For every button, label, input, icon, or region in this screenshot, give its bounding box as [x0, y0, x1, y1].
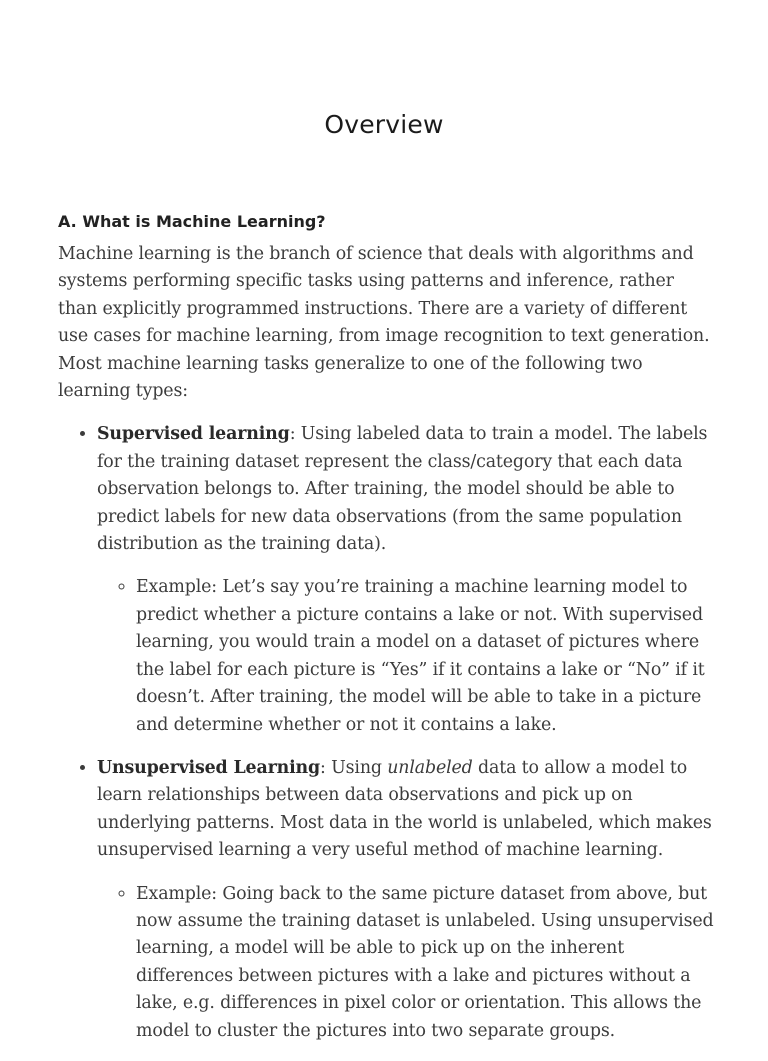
- definition-unsupervised-prefix: : Using: [320, 757, 388, 778]
- section-heading: A. What is Machine Learning?: [58, 212, 326, 231]
- supervised-example-list: [97, 574, 718, 738]
- term-supervised: Supervised learning: [97, 424, 290, 445]
- unsupervised-example-list: [97, 881, 718, 1045]
- learning-types-list: [58, 421, 718, 1045]
- example-unsupervised: ◦ Example: Going back to the same picture dataset from above, but now assume the training dataset is unlabeled. Using unsupervised learning, a model will be able to pick up on the inherent differences between pictures with a lake and pictures without a lake, e.g. differences in pixel color or orientation. This allows the model to cluster the pictures into two separate groups.: [136, 881, 718, 1045]
- definition-supervised: : Using labeled data to train a model. The labels for the training dataset represent the class/category that each data observation belongs to. After training, the model should be able to predict labels for new data observations (from the same population distribution as the training data).: [97, 424, 708, 555]
- page-title: Overview: [324, 110, 444, 139]
- term-unsupervised: Unsupervised Learning: [97, 757, 321, 778]
- list-item-supervised: [97, 421, 718, 738]
- intro-paragraph: Machine learning is the branch of science that deals with algorithms and systems performing specific tasks using patterns and inference, rather than explicitly programmed instructions. There are a variety of different use cases for machine learning, from image recognition to text generation. Most machine learning tasks generalize to one of the following two learning types:: [58, 244, 710, 402]
- list-item-unsupervised: [97, 755, 718, 1045]
- section-content: [58, 241, 718, 1061]
- example-supervised: ◦ Example: Let’s say you’re training a machine learning model to predict whether a picture contains a lake or not. With supervised learning, you would train a model on a dataset of pictures where the label for each picture is “Yes” if it contains a lake or “No” if it doesn’t. After training, the model will be able to take in a picture and determine whether or not it contains a lake.: [136, 574, 718, 738]
- definition-unsupervised: data to allow a model to learn relationships between data observations and pick up on underlying patterns. Most data in the world is unlabeled, which makes unsupervised learning a very useful method of machine learning.: [97, 757, 712, 861]
- emphasis-unlabeled: unlabeled: [387, 757, 473, 778]
